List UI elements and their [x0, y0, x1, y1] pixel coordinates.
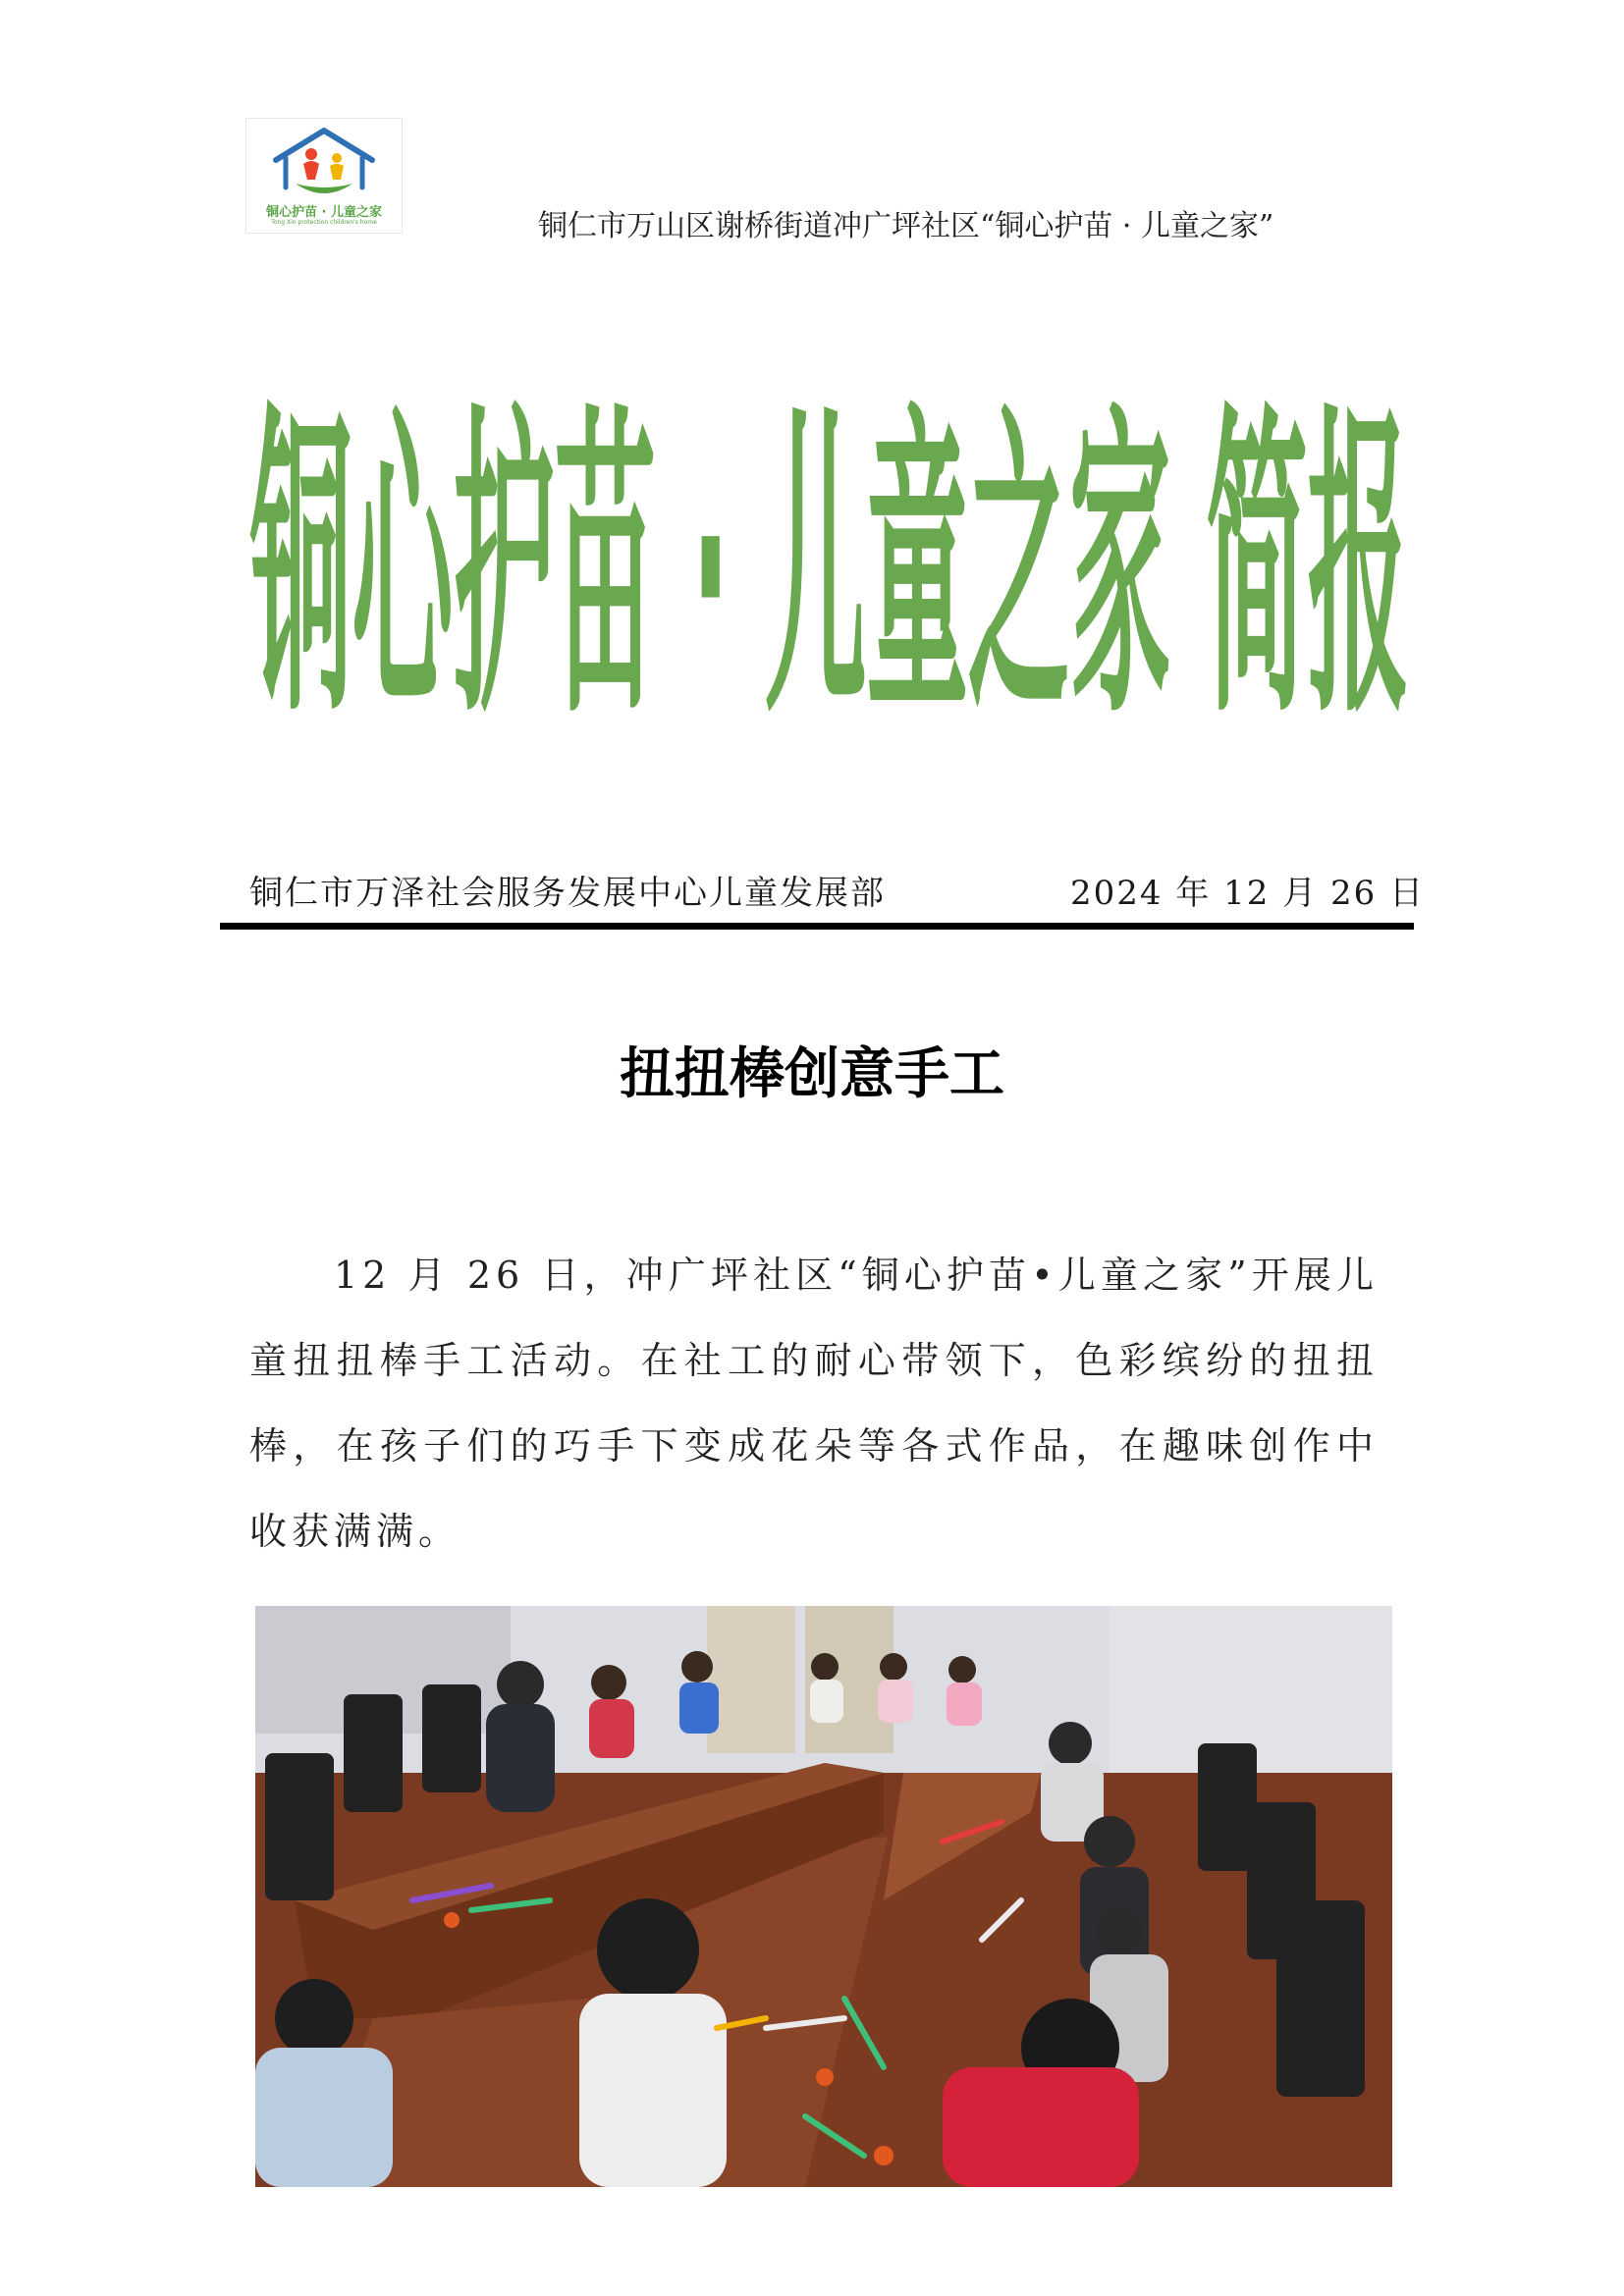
- article-body: 12 月 26 日，冲广坪社区“铜心护苗•儿童之家”开展儿童扭扭棒手工活动。在社工的耐心带领下，色彩缤纷的扭扭棒，在孩子们的巧手下变成花朵等各式作品，在趣味创作中收获满满。: [249, 1254, 1379, 1553]
- publisher: 铜仁市万泽社会服务发展中心儿童发展部: [249, 874, 886, 913]
- house-logo-icon: [246, 119, 402, 201]
- activity-photo: [255, 1606, 1392, 2187]
- masthead-title-text: 铜心护苗 · 儿童之家 简报: [248, 379, 1410, 726]
- masthead-title: [245, 363, 1414, 726]
- publish-date: 2024 年 12 月 26 日: [1070, 874, 1426, 913]
- children-crafting-photo: [255, 1606, 1392, 2187]
- logo: [245, 118, 403, 234]
- header-divider: [220, 923, 1414, 930]
- logo-subtext: Tong Xin protection children's home: [271, 219, 377, 226]
- organization-header: 铜仁市万山区谢桥街道冲广坪社区“铜心护苗 · 儿童之家”: [538, 209, 1274, 243]
- article-title: 扭扭棒创意手工: [620, 1041, 1004, 1106]
- logo-text: 铜心护苗 · 儿童之家: [266, 205, 382, 220]
